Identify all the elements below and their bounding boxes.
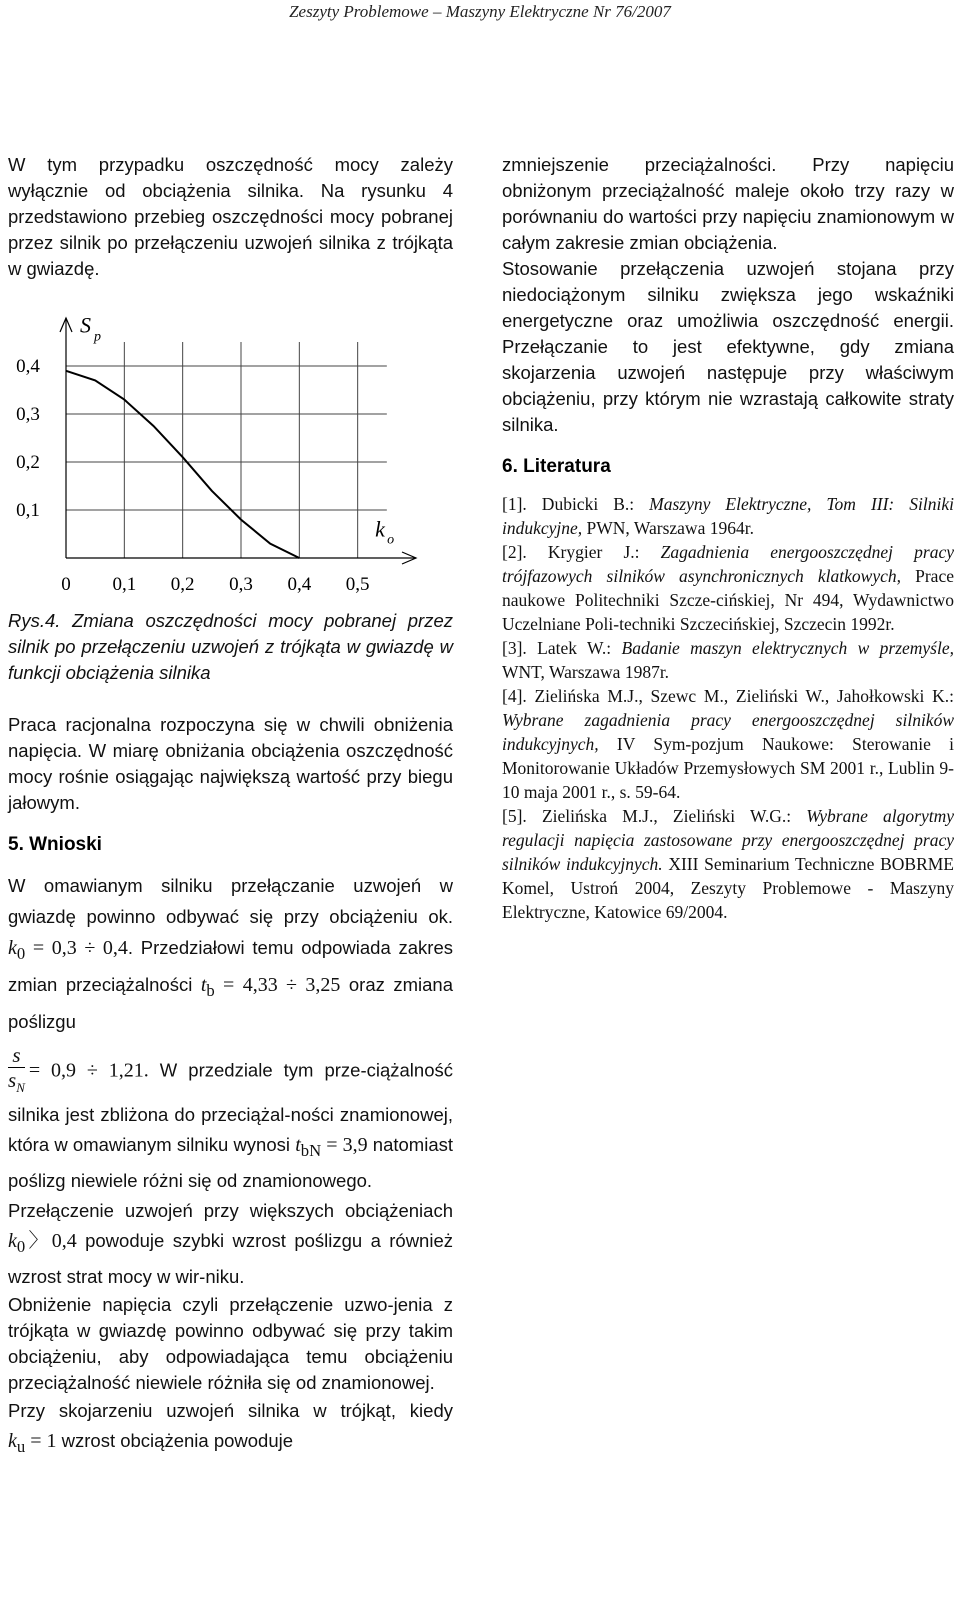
reference-item: [3]. Latek W.: Badanie maszyn elektrycznych w przemyśle, WNT, Warszawa 1987r. [502,638,954,682]
y-axis-label-sub: p [94,329,101,345]
y-tick-label: 0,1 [16,500,40,521]
x-tick-label: 0,1 [112,574,137,595]
reference-item: [1]. Dubicki B.: Maszyny Elektryczne, Tom III: Silniki indukcyjne, PWN, Warszawa 1964r. [502,494,954,538]
x-tick-label: 0,2 [170,574,195,595]
p3-text-a: W omawianym silniku przełączanie uzwojeń w gwiazdę powinno odbywać się przy obciążeniu ok. [8,875,453,927]
formula-tbn: $t_{bN} = 3,9$ [295,1134,368,1161]
reference-list [502,492,954,924]
running-header: Zeszyty Problemowe – Maszyny Elektryczne Nr 76/2007 [289,2,671,21]
figure-caption [8,608,453,686]
caption-text: Zmiana oszczędności mocy pobranej przez silnik po przełączeniu uzwojeń z trójkąta w gwiazdę w funkcji obciążenia silnika [8,610,453,683]
left-paragraph-3-cont [8,1043,453,1196]
x-axis-label: k [375,516,385,542]
x-tick-label: 0,4 [287,574,312,595]
x-tick-label: 0,5 [345,574,370,595]
x-tick-label: 0,3 [229,574,253,595]
y-tick-label: 0,3 [16,404,40,425]
right-paragraph-2: Stosowanie przełączenia uzwojeń stojana przy niedociążonym silniku zwiększa jego wskaźniki energetyczne oraz umożliwia oszczędność energii. Przełączanie to jest efektywne, gdy zmiana skojarzenia uzwojeń następuje przy właściwym obciążeniu, przy którym nie wzrastają całkowite straty silnika. [502,258,954,435]
p3-text-b: . Przedziałowi temu odpowiada zakres zmian przeciążalności [8,937,453,995]
p3-text-d: W przedziale tym prze-ciążalność silnika jest zbliżona do przeciążal-ności znamionowej, która w omawianym silniku wynosi [8,1059,453,1156]
x-axis-label-sub: o [387,532,395,548]
figure-4-chart [8,288,453,608]
left-paragraph-5: Obniżenie napięcia czyli przełączenie uzwo-jenia z trójkąta w gwiazdę powinno odbywać się przy takim obciążeniu, aby odpowiadająca temu obciążeniu przeciążalność niewiele różniła się od znamionowej. [8,1294,453,1394]
right-column [502,152,954,924]
section-heading-literature: 6. Literatura [502,456,611,477]
formula-ku: $k_u = 1$ [8,1430,57,1457]
left-paragraph-4: Przełączenie uzwojeń przy większych obciążeniach $k_0$〉0,4 powoduje szybki wzrost poślizgu a również wzrost strat mocy w wir-niku. [8,1200,453,1288]
right-paragraph-1: zmniejszenie przeciążalności. Przy napięciu obniżonym przeciążalność maleje około trzy razy w porównaniu do wartości przy napięciu znamionowym w całym zakresie zmian obciążenia. [502,154,954,253]
formula-slip-range: = 0,9 ÷ 1,21. [28,1059,149,1082]
left-paragraph-2: Praca racjonalna rozpoczyna się w chwili obniżenia napięcia. W miarę obniżania obciążenia oszczędność mocy rośnie osiągając największą wartość przy biegu jałowym. [8,714,453,813]
y-tick-label: 0,4 [16,356,40,377]
reference-item: [4]. Zielińska M.J., Szewc M., Zieliński W., Jahołkowski K.: Wybrane zagadnienia pracy energooszczędnej silników indukcyjnych, IV Sym-pozjum Naukowe: Sterowanie i Monitorowanie Układów Przemysłowych SM 2001 r., Lublin 9-10 maja 2001 r., s. 59-64. [502,686,954,802]
left-column [8,152,453,1462]
p3-text-e: natomiast poślizg niewiele różni się od znamionowego. [8,1134,453,1192]
chart-svg [8,288,453,608]
reference-item: [5]. Zielińska M.J., Zieliński W.G.: Wybrane algorytmy regulacji napięcia zastosowane przy energooszczędnej pracy silników indukcyjnych. XIII Seminarium Techniczne BOBRME Komel, Ustroń 2004, Zeszyty Problemowe - Maszyny Elektryczne, Katowice 69/2004. [502,806,954,922]
formula-k0: $k_0 = 0,3 \div 0,4$ [8,937,128,963]
formula-k0-gt: $k_0$〉0,4 [8,1230,77,1257]
y-axis-label: S [80,312,91,338]
caption-label: Rys.4. [8,610,61,631]
left-paragraph-3 [8,870,453,1037]
formula-tb: $t_b = 4,33 \div 3,25$ [200,974,341,1000]
section-heading-conclusions: 5. Wnioski [8,834,102,855]
reference-item: [2]. Krygier J.: Zagadnienia energooszczędnej pracy trójfazowych silników asynchronicznych klatkowych, Prace naukowe Politechniki Szcze-cińskiej, Nr 494, Wydawnictwo Uczelniane Poli-techniki Szczecińskiej, Szczecin 1992r. [502,542,954,634]
y-tick-label: 0,2 [16,452,40,473]
x-tick-label: 0 [61,574,71,595]
left-paragraph-1: W tym przypadku oszczędność mocy zależy wyłącznie od obciążenia silnika. Na rysunku 4 przedstawiono przebieg oszczędności mocy pobranej przez silnik po przełączeniu uzwojeń silnika z trójkąta w gwiazdę. [8,154,453,279]
p3-text-c: oraz zmiana poślizgu [8,974,453,1032]
formula-slip-ratio: $\frac{s}{s_N}$ [8,1043,25,1096]
left-paragraph-6: Przy skojarzeniu uzwojeń silnika w trójkąt, kiedy $k_u = 1$ wzrost obciążenia powoduje [8,1400,453,1457]
